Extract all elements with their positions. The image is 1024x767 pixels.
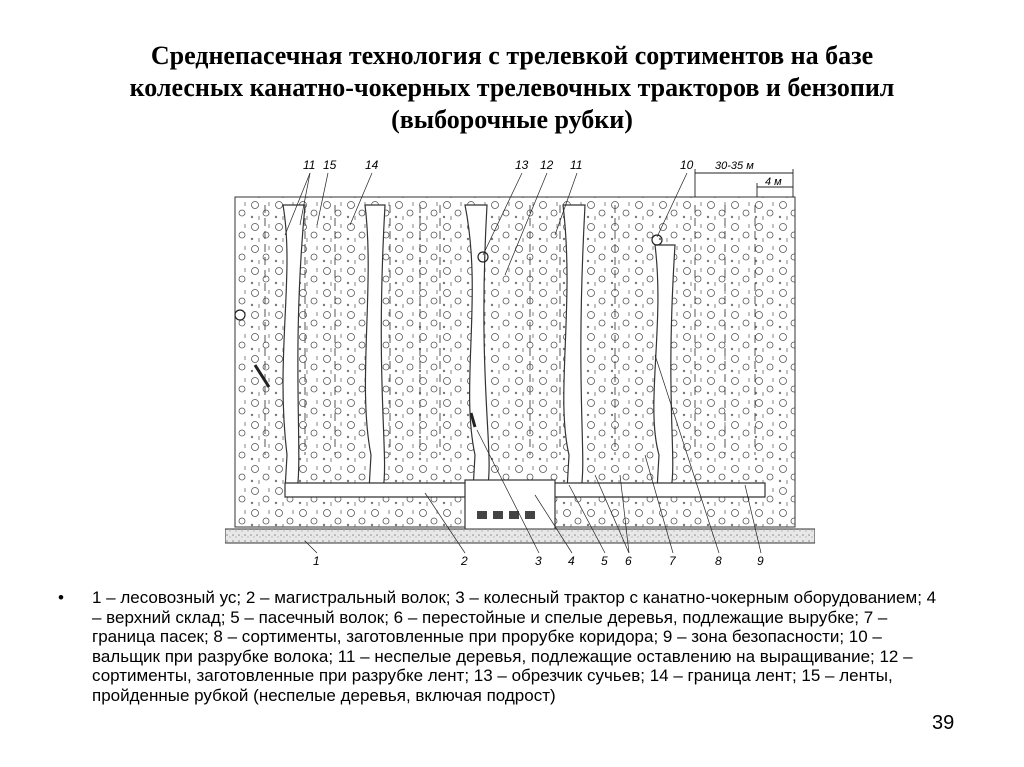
label-bottom-4: 4 xyxy=(568,554,575,568)
legend-caption xyxy=(58,588,938,706)
label-top-11a: 11 xyxy=(303,158,316,172)
title-line-2: колесных канатно-чокерных трелевочных тракторов и бензопил xyxy=(129,73,895,102)
dimension-inner: 4 м xyxy=(765,176,782,188)
forest-area xyxy=(235,197,795,527)
legend-text: 1 – лесовозный ус; 2 – магистральный волок; 3 – колесный трактор с канатно-чокерным оборудованием; 4 – верхний склад; 5 – пасечный волок; 6 – перестойные и спелые деревья, подлежащие вырубке; 7 – граница пасек; 8 – сортименты, заготовленные при прорубке коридора; 9 – зона безопасности; 10 – вальщик при разрубке волока; 11 – неспелые деревья, подлежащие оставлению на выращивание; 12 – сортименты, заготовленные при разрубке лент; 13 – обрезчик сучьев; 14 – граница лент; 15 – ленты, пройденные рубкой (неспелые деревья, включая подрост) xyxy=(92,588,937,705)
slide-title xyxy=(60,40,964,136)
label-bottom-9: 9 xyxy=(757,554,764,568)
title-line-3: (выборочные рубки) xyxy=(391,105,633,134)
label-bottom-6: 6 xyxy=(625,554,632,568)
label-top-14: 14 xyxy=(365,158,379,172)
label-top-13: 13 xyxy=(515,158,529,172)
label-top-15: 15 xyxy=(323,158,337,172)
label-bottom-7: 7 xyxy=(669,554,676,568)
dimension-outer: 30-35 м xyxy=(715,160,754,172)
title-line-1: Среднепасечная технология с трелевкой сортиментов на базе xyxy=(150,41,874,70)
label-bottom-1: 1 xyxy=(313,554,320,568)
bullet-icon: • xyxy=(58,588,64,607)
page-number: 39 xyxy=(932,712,955,734)
label-top-10: 10 xyxy=(680,158,694,172)
logging-technology-diagram xyxy=(225,155,815,575)
label-top-12: 12 xyxy=(540,158,554,172)
logging-road xyxy=(225,529,815,543)
label-bottom-2: 2 xyxy=(461,554,468,568)
label-bottom-8: 8 xyxy=(715,554,722,568)
label-bottom-3: 3 xyxy=(535,554,542,568)
label-bottom-5: 5 xyxy=(601,554,608,568)
label-top-11b: 11 xyxy=(570,158,583,172)
